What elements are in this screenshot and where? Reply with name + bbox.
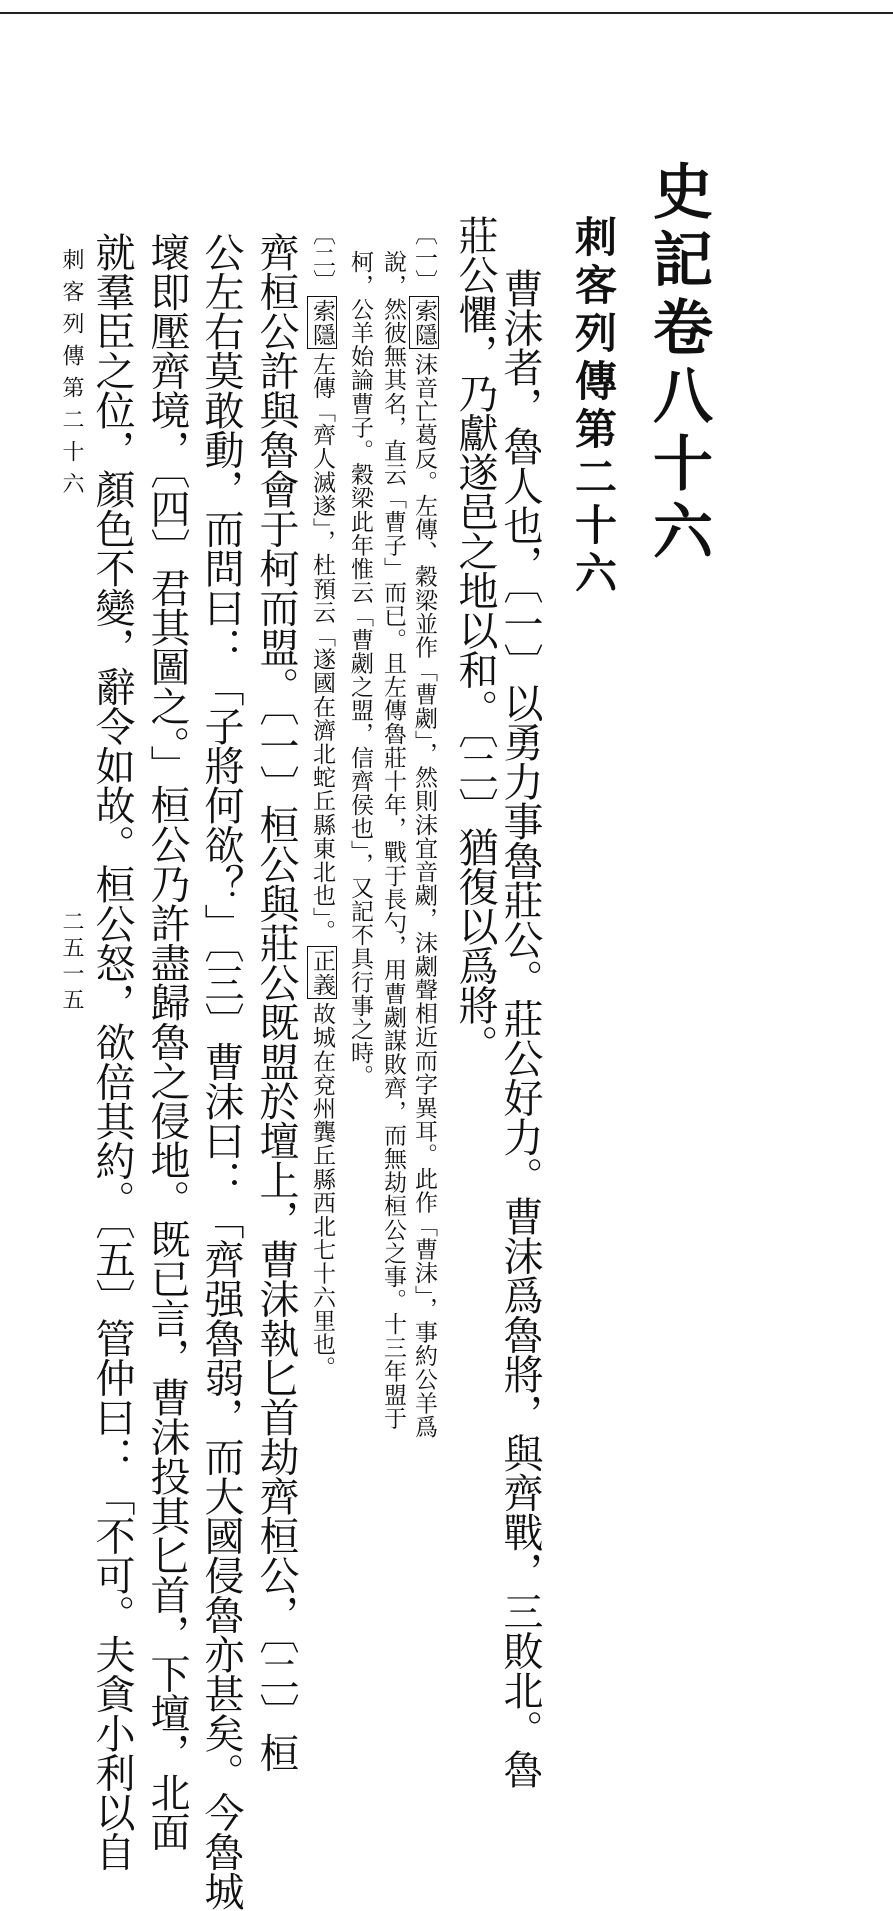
note-text-2: 故城在兗州龔丘縣西北七十六里也。	[309, 1001, 335, 1380]
running-header: 刺客列傳第二十六	[59, 248, 84, 504]
chapter-title: 刺客列傳第二十六	[569, 215, 618, 599]
note-1-line-3: 柯，公羊始論曹子。穀梁此年惟云「曹劌之盟，信齊侯也」，又記不具行事之時。	[347, 250, 373, 1089]
note-2	[310, 222, 333, 1379]
main-text-column-3: 齊桓公許與魯會于柯而盟。〔一〕桓公與莊公既盟於壇上，曹沫執匕首劫齊桓公，〔二〕桓	[253, 232, 299, 1772]
source-label-zhengyi: 正義	[307, 946, 337, 999]
main-text-column-6: 就羣臣之位，顏色不變，辭令如故。桓公怒，欲倍其約。〔五〕管仲曰：「不可。夫貪小利以自	[89, 232, 135, 1871]
top-rule	[0, 12, 893, 14]
source-label-suoyin: 索隱	[409, 296, 439, 349]
main-text-column-4: 公左右莫敢動，而問曰：「子將何欲？」〔三〕曹沫曰：「齊强魯弱，而大國侵魯亦甚矣。今魯城	[198, 232, 244, 1911]
main-text-column-1: 曹沫者，魯人也，〔一〕以勇力事魯莊公。莊公好力。曹沫爲魯將，與齊戰，三敗北。魯	[497, 268, 543, 1789]
main-text-column-2: 莊公懼，乃獻遂邑之地以和。〔二〕猶復以爲將。	[452, 215, 498, 1064]
note-1-line-2: 說，然彼無其名，直云「曹子」而已。且左傳魯莊十年，戰于長勺，用曹劌謀敗齊，而無劫桓公之事。十三年盟于	[380, 250, 406, 1430]
note-marker: 〔一〕	[411, 222, 437, 293]
main-text-column-5: 壞即壓齊境，〔四〕君其圖之。」桓公乃許盡歸魯之侵地。既已言，曹沫投其匕首，下壇，北面	[144, 232, 190, 1851]
note-marker: 〔二〕	[309, 222, 335, 293]
page-number: 二五一五	[59, 910, 84, 1014]
note-1-line-1	[412, 222, 435, 1438]
volume-title: 史記卷八十六	[643, 160, 713, 568]
note-text: 左傳「齊人滅遂」，杜預云「遂國在濟北蛇丘縣東北也」。	[309, 352, 335, 943]
note-text: 沫音亡葛反。左傳、穀梁並作「曹劌」，然則沫宜音劌，沫劌聲相近而字異耳。此作「曹沫」，事約公羊爲	[411, 352, 437, 1439]
source-label-suoyin: 索隱	[307, 296, 337, 349]
